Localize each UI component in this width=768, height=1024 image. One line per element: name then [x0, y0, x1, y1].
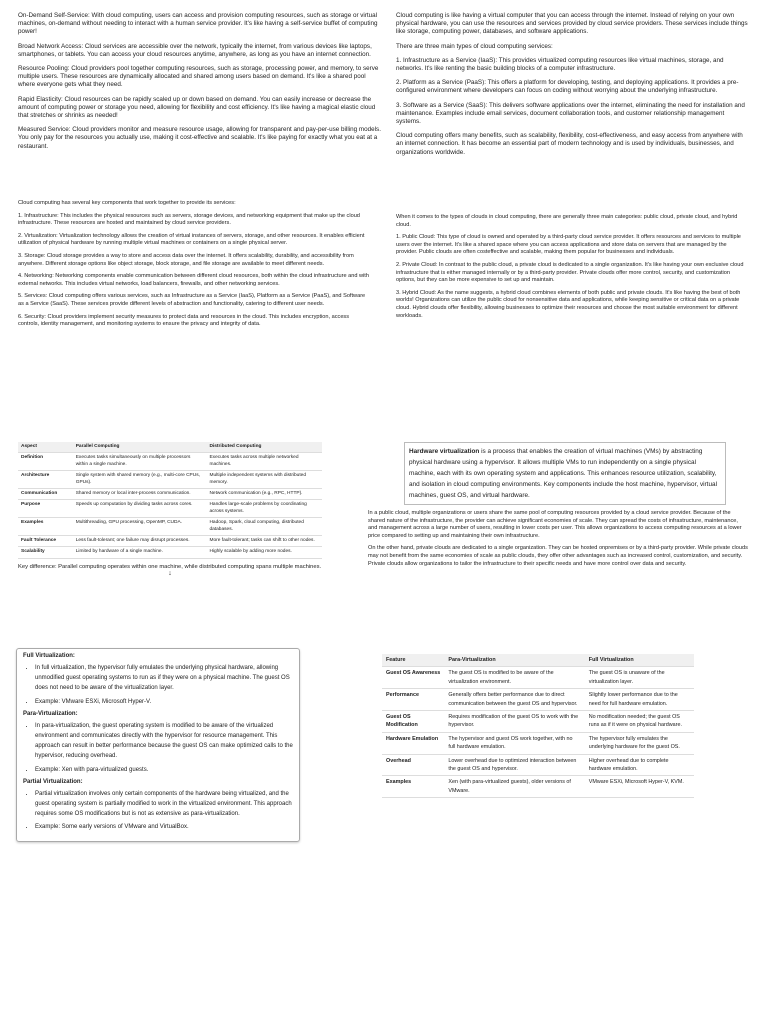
- virtualization-types-card: [16, 648, 300, 842]
- list-item: • Partial virtualization involves only certain components of the hardware being virtualized, and the guest operating system is partially modified to work in the virtualized environment. This approach requires some OS modifications but is not as extensive as para-virtualization.: [35, 789, 293, 820]
- cell: Higher overhead due to complete hardware emulation.: [585, 754, 694, 776]
- cell: Highly scalable by adding more nodes.: [206, 547, 322, 558]
- table-row: [382, 711, 694, 733]
- component-storage: 3. Storage: Cloud storage provides a way to store and access data over the internet. It offers scalability, durability, and accessibility from anywhere. Different storage options like object storage, block storage, and file storage are available to meet different needs.: [18, 252, 354, 267]
- cell: Shared memory or local inter-process communication.: [73, 489, 207, 500]
- row-label: Hardware Emulation: [382, 732, 444, 754]
- cell: Xen (with para-virtualized guests), older versions of VMware.: [444, 776, 584, 798]
- cloud-type-public: 1. Public Cloud: This type of cloud is owned and operated by a third-party cloud service provider. It offers resources and services to multiple users over the internet. It's like a shared space where you can access applications and store data on servers that are managed by the provider. Public clouds are often costeffective and scalable, making them popular for businesses and individuals.: [396, 234, 741, 256]
- cell: Single system with shared memory (e.g., multi-core CPUs, GPUs).: [73, 471, 207, 489]
- benefits-text: Cloud computing offers many benefits, such as scalability, flexibility, cost-effectiveness, and easy access from anywhere with an internet connection. It has become an essential part of modern technology and is used by individuals, businesses, and organizations worldwide.: [396, 132, 743, 156]
- char-network: Broad Network Access: Cloud services are accessible over the network, typically the internet, from various devices like laptops, smartphones, or tablets. You can access your cloud resources anytime, anywhere, as long as you have an internet connection.: [18, 42, 372, 58]
- cloud-type-private: 2. Private Cloud: In contrast to the public cloud, a private cloud is dedicated to a single organization. It's like having your own exclusive cloud infrastructure that is either managed internally or by a third-party provider. Private clouds offer more control, security, and customization options, but they can be more expensive to set up and maintain.: [396, 261, 744, 284]
- row-label: Purpose: [18, 500, 73, 518]
- list-item: • Example: Xen with para-virtualized guests.: [35, 765, 293, 775]
- partial-virtualization-title: Partial Virtualization:: [23, 778, 83, 785]
- cell: The hypervisor and guest OS work together, with no full hardware emulation.: [444, 732, 584, 754]
- char-ondemand: On-Demand Self-Service: With cloud computing, users can access and provision computing resources, such as storage or virtual machines, on-demand without needing to interact with a human service provider. It's like having a self-service buffet of computing power!: [18, 12, 378, 36]
- hardware-virtualization-definition: [404, 442, 726, 505]
- cell: Requires modification of the guest OS to work with the hypervisor.: [444, 711, 584, 733]
- row-label: Definition: [18, 453, 73, 471]
- cell: VMware ESXi, Microsoft Hyper-V, KVM.: [585, 776, 694, 798]
- para-virtualization-title: Para-Virtualization:: [23, 710, 78, 717]
- hv-text: is a process that enables the creation of virtual machines (VMs) by abstracting physical hardware using a hypervisor. It allows multiple VMs to run independently on a single physical machine, each with its own operating system and applications. This enhances resource utilization, scalability, and isolation in cloud computing environments. Key components include the host machine, hypervisor, virtual machines, guest OS, and virtual hardware.: [409, 448, 717, 499]
- hv-term: Hardware virtualization: [409, 448, 480, 455]
- service-types-intro: There are three main types of cloud computing services:: [396, 42, 553, 50]
- list-item: • Example: VMware ESXi, Microsoft Hyper-V.: [35, 697, 293, 707]
- table-row: [382, 754, 694, 776]
- table-row: [382, 689, 694, 711]
- row-label: Performance: [382, 689, 444, 711]
- table-header: [18, 442, 322, 453]
- header-parallel: Parallel Computing: [73, 442, 207, 453]
- cell: Hadoop, Spark, cloud computing, distributed databases.: [206, 518, 322, 536]
- cloud-intro: [396, 12, 750, 163]
- row-label: Guest OS Modification: [382, 711, 444, 733]
- char-measured: Measured Service: Cloud providers monitor and measure resource usage, allowing for transparent and pay-per-use billing models. You only pay for the resources you actually use, making it cost-effective and scalable. It's like paying for exactly what you eat at a restaurant.: [18, 126, 381, 150]
- header-para: Para-Virtualization: [444, 654, 584, 667]
- components-intro: Cloud computing has several key components that work together to provide its services:: [18, 200, 236, 206]
- public-economics: In a public cloud, multiple organizations or users share the same pool of computing resources provided by a cloud service provider. Because of the shared nature of the infrastructure, the provider can achieve significant economies of scale. They can spread the costs of infrastructure, maintenance, and management across a large number of users, resulting in lower costs per user. This allows organizations to access computing resources at a lower price compared to setting up and maintaining their own infrastructure.: [368, 510, 742, 539]
- table-row: [18, 547, 322, 558]
- row-label: Communication: [18, 489, 73, 500]
- service-saas: 3. Software as a Service (SaaS): This delivers software applications over the internet, eliminating the need for installation and maintenance. Examples include email services, document collaboration tools, and customer relationship management systems.: [396, 101, 745, 126]
- header-distributed: Distributed Computing: [206, 442, 322, 453]
- table-row: [18, 471, 322, 489]
- cell: Speeds up computation by dividing tasks across cores.: [73, 500, 207, 518]
- cell: No modification needed; the guest OS runs as if it were on physical hardware.: [585, 711, 694, 733]
- cell: The guest OS is unaware of the virtualization layer.: [585, 667, 694, 689]
- cell: Lower overhead due to optimized interaction between the guest OS and hypervisor.: [444, 754, 584, 776]
- row-label: Scalability: [18, 547, 73, 558]
- list-item: • In para-virtualization, the guest operating system is modified to be aware of the virtualized environment and communicates directly with the hypervisor for resource management. This approach can result in better performance because the guest OS can make optimized calls to the hypervisor, reducing overhead.: [35, 721, 293, 762]
- component-virtualization: 2. Virtualization: Virtualization technology allows the creation of virtual instances of servers, storage, and other resources. It enables efficient utilization of physical hardware by running multiple virtual machines or containers on a single physical server.: [18, 232, 365, 247]
- key-difference: Key difference: Parallel computing operates within one machine, while distributed computing spans multiple machines.: [18, 563, 322, 570]
- row-label: Guest OS Awareness: [382, 667, 444, 689]
- table-row: [382, 732, 694, 754]
- component-security: 6. Security: Cloud providers implement security measures to protect data and resources in the cloud. This includes encryption, access controls, identity management, and monitoring systems to ensure the privacy and integrity of data.: [18, 313, 350, 328]
- pc-dc-table: [18, 442, 322, 559]
- full-virtualization-title: Full Virtualization:: [23, 653, 75, 659]
- cell: Generally offers better performance due to direct communication between the guest OS and hypervisor.: [444, 689, 584, 711]
- component-networking: 4. Networking: Networking components enable communication between different cloud resources, both within the cloud infrastructure and with external networks. This includes virtual networks, load balancers, firewalls, and other networking services.: [18, 273, 369, 287]
- cell: The guest OS is modified to be aware of the virtualization environment.: [444, 667, 584, 689]
- char-pooling: Resource Pooling: Cloud providers pool together computing resources, such as storage, processing power, and memory, to serve multiple users. These resources are dynamically allocated and shared among users based on demand. It's like a shared pool where everyone gets what they need.: [18, 65, 379, 89]
- cell: Executes tasks simultaneously on multiple processors within a single machine.: [73, 453, 207, 471]
- row-label: Architecture: [18, 471, 73, 489]
- cloud-components: [18, 200, 370, 334]
- component-infrastructure: 1. Infrastructure: This includes the physical resources such as servers, storage devices, and networking equipment that make up the cloud infrastructure. These resources are hosted and maintained by cloud service providers.: [18, 212, 360, 227]
- full-virtualization-list: [23, 663, 293, 707]
- cell: Executes tasks across multiple networked machines.: [206, 453, 322, 471]
- cell: Slightly lower performance due to the need for full hardware emulation.: [585, 689, 694, 711]
- header-full: Full Virtualization: [585, 654, 694, 667]
- pv-fv-table: [382, 654, 694, 798]
- partial-virtualization-list: [23, 789, 293, 833]
- table-row: [18, 536, 322, 547]
- table-row: [18, 518, 322, 536]
- header-aspect: Aspect: [18, 442, 73, 453]
- table-row: [382, 776, 694, 798]
- cell: Multiple independent systems with distributed memory.: [206, 471, 322, 489]
- cloud-types: [396, 214, 748, 325]
- char-elasticity: Rapid Elasticity: Cloud resources can be rapidly scaled up or down based on demand. You can easily increase or decrease the amount of computing power or storage you need, allowing for flexibility and cost efficiency. It's like having a magical elastic cloud that stretches or shrinks as needed!: [18, 95, 376, 120]
- pv-fv-comparison: [382, 654, 694, 798]
- row-label: Examples: [382, 776, 444, 798]
- row-label: Fault Tolerance: [18, 536, 73, 547]
- cell: Multithreading, GPU processing, OpenMP, CUDA.: [73, 518, 207, 536]
- intro-text: Cloud computing is like having a virtual computer that you can access through the internet. Instead of relying on your own physical hardware, you can use the resources and services provided by cloud service providers. These services include things like storage, computing power, databases, and software applications.: [396, 12, 748, 36]
- cloud-characteristics: [18, 12, 382, 157]
- row-label: Overhead: [382, 754, 444, 776]
- private-economics: On the other hand, private clouds are dedicated to a single organization. They can be hosted onpremises or by a third-party provider. While private clouds may not benefit from the same economies of scale as public clouds, they offer other advantages such as increased control, customization, and security. Private clouds allow organizations to tailor the infrastructure to their specific needs and have more control over data and security.: [368, 545, 748, 567]
- list-item: • Example: Some early versions of VMware and VirtualBox.: [35, 822, 293, 832]
- table-row: [18, 489, 322, 500]
- cloud-type-hybrid: 3. Hybrid Cloud: As the name suggests, a hybrid cloud combines elements of both public and private clouds. It's like having the best of both worlds! Organizations can utilize the public cloud for nonsensitive data and applications, while keeping sensitive or critical data on a private cloud. Hybrid clouds offer flexibility, allowing businesses to optimize their resources and choose the most suitable environment for different workloads.: [396, 289, 741, 319]
- arrow-down-icon: ↓: [168, 569, 172, 577]
- pc-dc-comparison: [18, 442, 322, 577]
- para-virtualization-list: [23, 721, 293, 775]
- service-iaas: 1. Infrastructure as a Service (IaaS): This provides virtualized computing resources like virtual machines, storage, and networks. It's like renting the basic building blocks of a computer infrastructure.: [396, 56, 724, 73]
- cell: The hypervisor fully emulates the underlying hardware for the guest OS.: [585, 732, 694, 754]
- cloud-types-intro: When it comes to the types of clouds in cloud computing, there are generally three main categories: public cloud, private cloud, and hybrid cloud.: [396, 214, 738, 228]
- cell: Less fault-tolerant; one failure may disrupt processes.: [73, 536, 207, 547]
- row-label: Examples: [18, 518, 73, 536]
- table-row: [382, 667, 694, 689]
- list-item: • In full virtualization, the hypervisor fully emulates the underlying physical hardware, allowing unmodified guest operating systems to run as if they were on a physical machine. The guest OS does not need to be aware of the virtualization layer.: [35, 663, 293, 694]
- service-paas: 2. Platform as a Service (PaaS): This offers a platform for developing, testing, and deploying applications. It provides a pre-configured environment where developers can focus on coding without worrying about the underlying infrastructure.: [396, 79, 739, 95]
- public-private-economics: [368, 510, 748, 573]
- cell: Handles large-scale problems by coordinating across systems.: [206, 500, 322, 518]
- cell: More fault-tolerant; tasks can shift to other nodes.: [206, 536, 322, 547]
- component-services: 5. Services: Cloud computing offers various services, such as Infrastructure as a Service (IaaS), Platform as a Service (PaaS), and Software as a Service (SaaS). These services provide different levels of abstraction and functionality, catering to different user needs.: [18, 293, 366, 307]
- table-row: [18, 500, 322, 518]
- cell: Network communication (e.g., RPC, HTTP).: [206, 489, 322, 500]
- cell: Limited by hardware of a single machine.: [73, 547, 207, 558]
- header-feature: Feature: [382, 654, 444, 667]
- table-header: [382, 654, 694, 667]
- table-row: [18, 453, 322, 471]
